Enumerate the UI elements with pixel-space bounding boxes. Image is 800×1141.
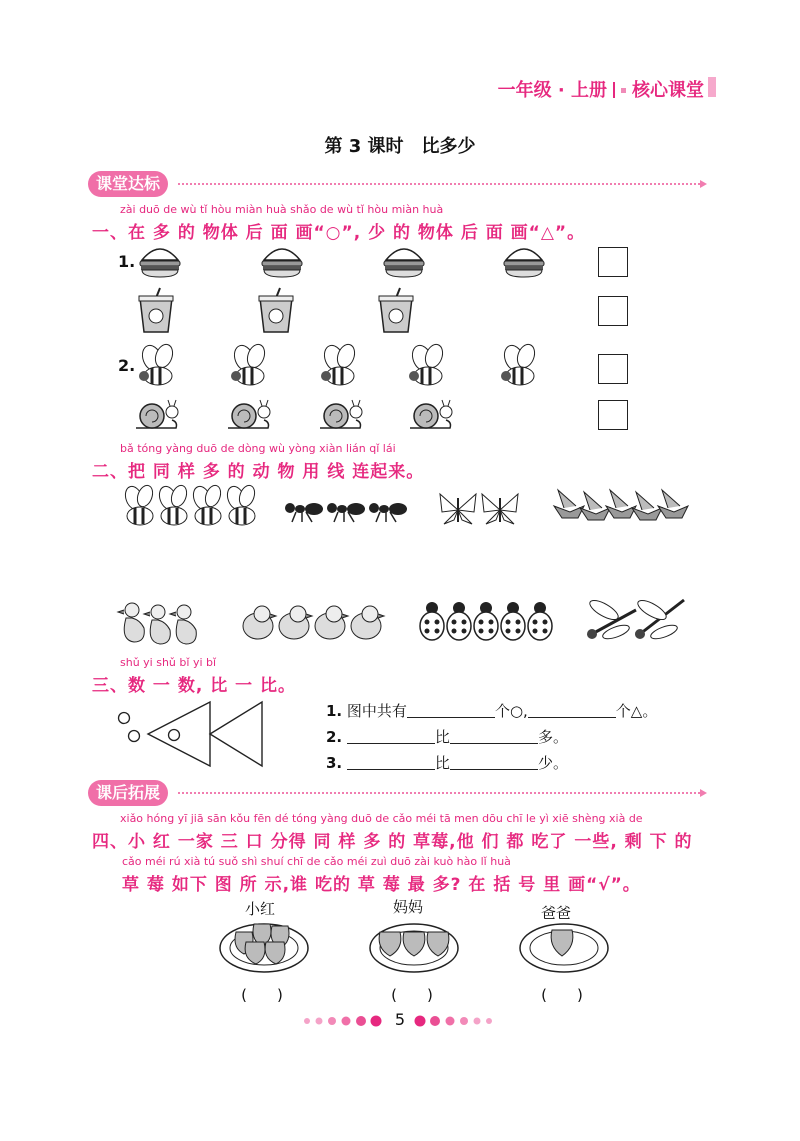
ants-group-icon xyxy=(284,494,414,528)
bee-icon xyxy=(406,344,450,388)
burger-icon xyxy=(138,242,182,278)
answer-box[interactable] xyxy=(598,400,628,430)
section-divider xyxy=(178,183,700,185)
q3-line-3 xyxy=(326,752,568,773)
circle-shape xyxy=(119,713,130,724)
circle-shape xyxy=(129,731,140,742)
answer-paren-mama[interactable]: ( ) xyxy=(391,986,433,1004)
book-header xyxy=(498,76,704,102)
q3-line1-text-a: 图中共有 xyxy=(346,702,407,720)
cup-icon xyxy=(136,288,176,334)
snail-icon xyxy=(134,398,180,432)
burger-icon xyxy=(502,242,546,278)
section-badge-in-class: 课堂达标 xyxy=(88,171,168,197)
circle-shape xyxy=(169,730,180,741)
q4-text-2: 草 莓 如下 图 所 示,谁 吃的 草 莓 最 多? 在 括 号 里 画“√”。 xyxy=(122,875,641,895)
strawberry-plate-xiaohong xyxy=(218,918,310,974)
burger-icon xyxy=(260,242,304,278)
arrow-right-icon xyxy=(700,180,707,188)
q3-line3-text-b: 少。 xyxy=(537,754,568,772)
dragonflies-group-icon xyxy=(582,594,690,644)
lesson-title: 第 3 课时 比多少 xyxy=(324,136,476,157)
answer-paren-baba[interactable]: ( ) xyxy=(541,986,583,1004)
bee-icon xyxy=(136,344,180,388)
q3-line2-text-a: 比 xyxy=(434,728,450,746)
q3-line-2 xyxy=(326,726,568,747)
q4-text-1: 四、小 红 一家 三 口 分得 同 样 多 的 草莓,他 们 都 吃了 一些, 剩 下 的 xyxy=(92,832,693,852)
answer-box[interactable] xyxy=(598,247,628,277)
answer-blank[interactable] xyxy=(450,755,538,770)
plate-label-baba: 爸爸 xyxy=(540,904,571,922)
snail-icon xyxy=(408,398,454,432)
answer-blank[interactable] xyxy=(347,729,435,744)
triangle-shape xyxy=(210,702,262,766)
arrow-right-icon xyxy=(700,789,707,797)
strawberry-plate-baba xyxy=(518,918,610,974)
answer-blank[interactable] xyxy=(528,703,616,718)
answer-blank[interactable] xyxy=(347,755,435,770)
section-divider xyxy=(178,792,700,794)
ducks-group-icon xyxy=(118,600,202,646)
plate-label-mama: 妈妈 xyxy=(392,898,423,916)
answer-blank[interactable] xyxy=(450,729,538,744)
q4-pinyin-2: cǎo méi rú xià tú suǒ shì shuí chī de cǎo méi zuì duō zài kuò hào lǐ huà xyxy=(122,855,511,868)
section-badge-after-class: 课后拓展 xyxy=(88,780,168,806)
cup-icon xyxy=(376,288,416,334)
answer-box[interactable] xyxy=(598,296,628,326)
q1-item1-label: 1. xyxy=(118,252,136,271)
q3-line1-text-c: 个△。 xyxy=(615,702,658,720)
bees-group-icon xyxy=(118,486,268,530)
ladybugs-group-icon xyxy=(418,600,558,644)
cup-icon xyxy=(256,288,296,334)
bee-icon xyxy=(498,344,542,388)
header-divider xyxy=(613,82,615,98)
page-number: 5 xyxy=(394,1010,406,1029)
q2-pinyin: bǎ tóng yàng duō de dòng wù yòng xiàn lián qǐ lái xyxy=(120,442,396,455)
q3-line2-num: 2. xyxy=(326,728,343,746)
fish-shapes-figure xyxy=(116,700,266,780)
header-label: 核心课堂 xyxy=(632,80,704,101)
snail-icon xyxy=(318,398,364,432)
answer-box[interactable] xyxy=(598,354,628,384)
butterflies-group-icon xyxy=(438,490,522,530)
answer-paren-xiaohong[interactable]: ( ) xyxy=(241,986,283,1004)
grade-label: 一年级 · 上册 xyxy=(497,80,607,101)
q1-item2-label: 2. xyxy=(118,356,136,375)
burger-icon xyxy=(382,242,426,278)
q3-text: 三、数 一 数, 比 一 比。 xyxy=(92,676,297,696)
answer-blank[interactable] xyxy=(407,703,495,718)
q1-text: 一、在 多 的 物体 后 面 画“○”, 少 的 物体 后 面 画“△”。 xyxy=(92,223,586,243)
header-square-icon xyxy=(621,88,626,93)
q3-line-1 xyxy=(326,700,657,721)
header-tab-marker xyxy=(708,77,716,97)
q3-line3-text-a: 比 xyxy=(434,754,450,772)
plate-label-xiaohong: 小红 xyxy=(244,900,275,918)
chicks-group-icon xyxy=(240,602,390,646)
q3-line2-text-b: 多。 xyxy=(537,728,568,746)
q3-pinyin: shǔ yi shǔ bǐ yi bǐ xyxy=(120,656,217,669)
q2-text: 二、把 同 样 多 的 动 物 用 线 连起来。 xyxy=(92,462,425,482)
strawberry-plate-mama xyxy=(368,918,460,974)
bee-icon xyxy=(228,344,272,388)
q4-pinyin-1: xiǎo hóng yī jiā sān kǒu fēn dé tóng yàng duō de cǎo méi tā men dōu chī le yì xiē shèng xià de xyxy=(120,812,643,825)
bee-icon xyxy=(318,344,362,388)
q3-line1-num: 1. xyxy=(326,702,343,720)
q3-line1-text-b: 个○, xyxy=(494,702,528,720)
footer-dots-right-icon xyxy=(410,1014,500,1028)
q3-line3-num: 3. xyxy=(326,754,343,772)
q1-pinyin: zài duō de wù tǐ hòu miàn huà shǎo de wù tǐ hòu miàn huà xyxy=(120,203,444,216)
snail-icon xyxy=(226,398,272,432)
birds-group-icon xyxy=(554,488,690,528)
